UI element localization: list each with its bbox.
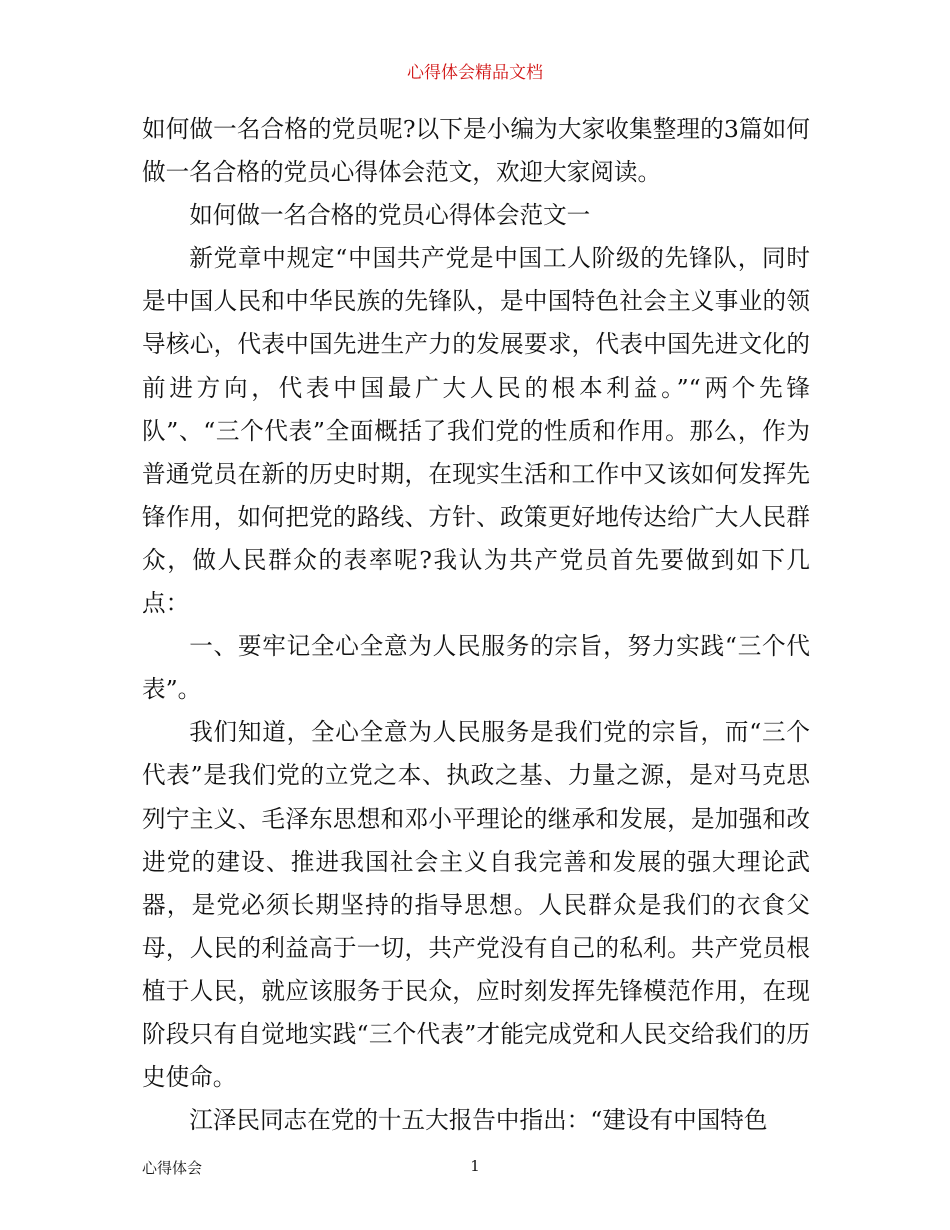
page-number: 1 [470, 1157, 480, 1175]
body-paragraph: 我们知道，全心全意为人民服务是我们党的宗旨，而“三个代表”是我们党的立党之本、执政之基、力量之源，是对马克思列宁主义、毛泽东思想和邓小平理论的继承和发展，是加强和改进党的建设、推进我国社会主义自我完善和发展的强大理论武器，是党必须长期坚持的指导思想。人民群众是我们的衣食父母，人民的利益高于一切，共产党没有自己的私利。共产党员根植于人民，就应该服务于民众，应时刻发挥先锋模范作用，在现阶段只有自觉地实践“三个代表”才能完成党和人民交给我们的历史使命。 [142, 718, 810, 1092]
document-header-title: 心得体会精品文档 [407, 63, 543, 83]
footer-label: 心得体会 [142, 1159, 203, 1177]
section-heading: 如何做一名合格的党员心得体会范文一 [189, 201, 591, 230]
intro-paragraph: 如何做一名合格的党员呢?以下是小编为大家收集整理的3篇如何做一名合格的党员心得体会范文，欢迎大家阅读。 [142, 115, 810, 187]
body-paragraph: 江泽民同志在党的十五大报告中指出：“建设有中国特色 [189, 1106, 768, 1135]
document-body [142, 108, 810, 1142]
point-heading: 一、要牢记全心全意为人民服务的宗旨，努力实践“三个代表”。 [142, 632, 810, 704]
body-paragraph: 新党章中规定“中国共产党是中国工人阶级的先锋队，同时是中国人民和中华民族的先锋队，是中国特色社会主义事业的领导核心，代表中国先进生产力的发展要求，代表中国先进文化的前进方向，代表中国最广大人民的根本利益。”“两个先锋队”、“三个代表”全面概括了我们党的性质和作用。那么，作为普通党员在新的历史时期，在现实生活和工作中又该如何发挥先锋作用，如何把党的路线、方针、政策更好地传达给广大人民群众，做人民群众的表率呢?我认为共产党员首先要做到如下几点： [142, 244, 810, 618]
